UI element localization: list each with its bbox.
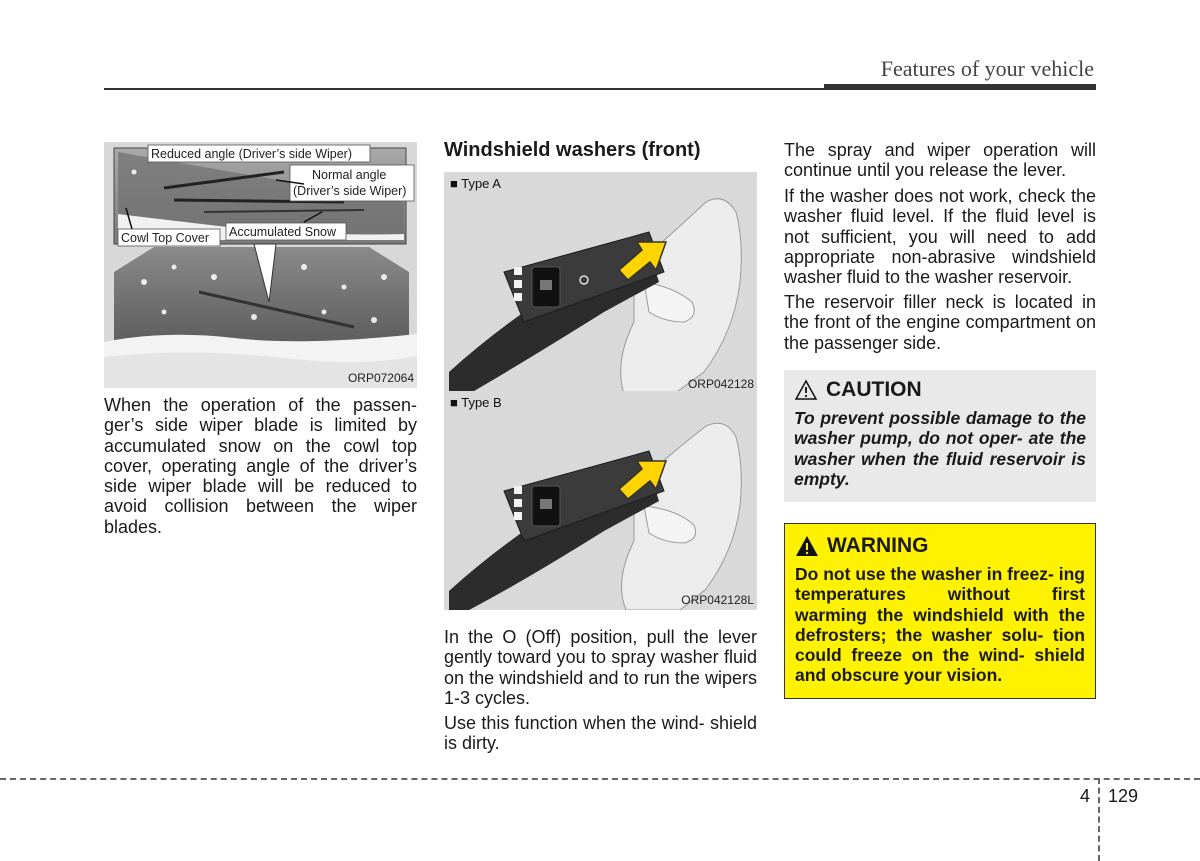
warning-box [784, 523, 1096, 699]
label-normal-angle: Normal angle [312, 168, 387, 182]
figure-type-b [444, 391, 757, 610]
page-number: 129 [1108, 786, 1139, 806]
type-b-code: ORP042128L [681, 593, 754, 607]
lever-type-b-illustration [444, 391, 757, 610]
right-paragraph-3: The reservoir filler neck is located in the front of the engine compartment on the passenger side. [784, 292, 1096, 353]
header-rule-thick [824, 84, 1096, 90]
caution-title: CAUTION [826, 378, 922, 401]
svg-text:~: ~ [496, 281, 501, 288]
type-a-code: ORP042128 [687, 377, 754, 391]
warning-title: WARNING [827, 534, 929, 557]
type-b-label: ■ Type B [450, 395, 502, 410]
right-paragraph-2: If the washer does not work, check the washer fluid level. If the fluid level is not sufficient, you will need to add appropriate non-abrasive windshield washer fluid to the washer reservoir. [784, 186, 1096, 288]
warning-triangle-icon [795, 535, 819, 557]
figure-windshield-snow [104, 142, 417, 388]
label-normal-angle-sub: (Driver’s side Wiper) [293, 184, 407, 198]
figure-type-a [444, 172, 757, 394]
windshield-illustration [104, 142, 417, 388]
type-a-label: ■ Type A [450, 176, 501, 191]
label-reduced-angle: Reduced angle (Driver’s side Wiper) [151, 147, 353, 161]
running-header: Features of your vehicle [880, 56, 1094, 81]
section-heading: Windshield washers (front) [444, 139, 701, 161]
warning-text: Do not use the washer in freez- ing temperatures without first warming the windshield with the defrosters; the washer solu- tion could freeze on the wind- shield and obscure your vision. [795, 564, 1085, 686]
caution-header [794, 378, 1086, 402]
caution-triangle-icon [794, 379, 818, 401]
footer-vertical-dashed-rule [1098, 778, 1100, 861]
label-cowl-top-cover: Cowl Top Cover [121, 231, 210, 245]
left-paragraph: When the operation of the passen- ger’s side wiper blade is limited by accumulated snow on the cowl top cover, operating angle of the driver’s side wiper blade will be reduced to avoid collision between the wiper blades. [104, 395, 417, 537]
caution-box [784, 370, 1096, 502]
warning-header [795, 534, 1085, 558]
label-accumulated-snow: Accumulated Snow [229, 225, 337, 239]
middle-paragraph-2: Use this function when the wind- shield is dirty. [444, 713, 757, 754]
chapter-number: 4 [1080, 786, 1091, 806]
figure-code: ORP072064 [347, 371, 414, 385]
lever-type-a-illustration [444, 172, 757, 394]
right-paragraph-1: The spray and wiper operation will continue until you release the lever. [784, 140, 1096, 181]
header-rule-thin [104, 88, 824, 90]
caution-text: To prevent possible damage to the washer pump, do not oper- ate the washer when the fluid reservoir is empty. [794, 408, 1086, 489]
footer-dashed-rule [0, 778, 1200, 780]
middle-paragraph-1: In the O (Off) position, pull the lever gently toward you to spray washer fluid on the windshield and to run the wipers 1-3 cycles. [444, 627, 757, 708]
